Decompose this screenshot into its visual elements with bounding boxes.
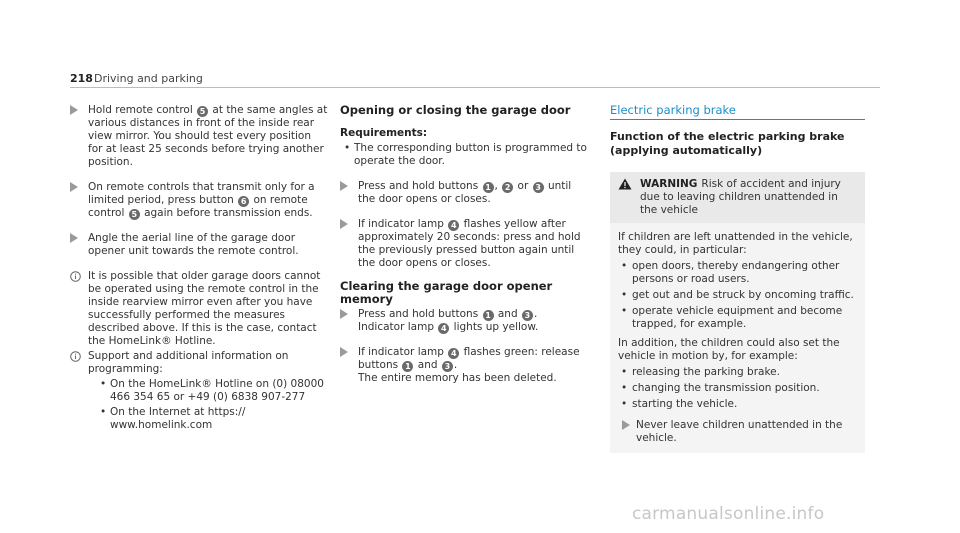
warning-step — [618, 419, 857, 445]
arrow-right-icon — [70, 182, 78, 192]
warning-text: Risk of accident and injury due to leaving children unattended in the vehicle — [640, 178, 841, 216]
step-text-part: flashes yellow after approximately 20 seconds: press and hold the previously pressed button again until the door opens or closes. — [358, 218, 581, 269]
arrow-right-icon — [340, 309, 348, 319]
step-item — [70, 232, 328, 258]
function-title: Function of the electric parking brake (applying automatically) — [610, 130, 845, 157]
warning-intro-2: In addition, the children could also set the vehicle in motion by, for example: — [618, 337, 840, 362]
list-item: • open doors, thereby endangering other persons or road users. — [618, 260, 857, 286]
info-note — [70, 270, 328, 348]
step-text-part: , — [494, 180, 502, 192]
step-text — [358, 180, 571, 205]
step-item — [340, 180, 590, 206]
requirements-heading: Requirements: — [340, 127, 428, 139]
requirement-item: • The corresponding button is programmed to operate the door. — [340, 142, 590, 168]
number-badge: 3 — [533, 182, 544, 193]
list-item: • starting the vehicle. — [618, 398, 857, 411]
number-badge: 5 — [197, 106, 208, 117]
arrow-right-icon — [340, 347, 348, 357]
number-badge: 4 — [448, 220, 459, 231]
step-text-part: If indicator lamp — [358, 218, 448, 230]
step-text-part: On remote controls that transmit only for a limited period, press button — [88, 181, 315, 206]
arrow-right-icon — [622, 420, 630, 434]
steps-list — [340, 180, 590, 270]
step-text — [88, 181, 315, 219]
column-left — [70, 104, 328, 434]
step-item — [340, 218, 590, 270]
number-badge: 3 — [522, 310, 533, 321]
list-item: • changing the transmission position. — [618, 382, 857, 395]
warning-box — [610, 172, 865, 453]
step-text-part: The entire memory has been deleted. — [358, 372, 557, 384]
step-text — [88, 232, 299, 257]
step-text — [358, 308, 538, 333]
step-text-part: at the same angles at various distances in front of the inside rear view mirror. You should test every position for at least 25 seconds before trying another position. — [88, 104, 328, 168]
info-icon — [70, 271, 81, 282]
number-badge: 3 — [442, 361, 453, 372]
warning-intro: If children are left unattended in the vehicle, they could, in particular: — [618, 231, 853, 256]
step-text-part: Angle the aerial line of the garage door opener unit towards the remote control. — [88, 232, 299, 257]
warning-body — [610, 223, 865, 453]
list-item: • On the Internet at https:// www.homelink.com — [100, 406, 328, 432]
step-text-part: Indicator lamp — [358, 321, 438, 333]
warning-header — [610, 172, 865, 223]
step-text-part: and — [494, 308, 521, 320]
step-item — [340, 346, 590, 385]
step-item — [340, 308, 590, 334]
arrow-right-icon — [340, 181, 348, 191]
number-badge: 1 — [483, 182, 494, 193]
step-text-part: lights up yellow. — [450, 321, 539, 333]
section-heading: Opening or closing the garage door — [340, 103, 571, 117]
header-divider — [70, 87, 880, 88]
info-icon — [70, 351, 81, 362]
section-divider — [610, 119, 865, 120]
section-heading: Clearing the garage door opener memory — [340, 279, 553, 306]
list-item: • operate vehicle equipment and become trapped, for example. — [618, 305, 857, 331]
step-text — [358, 218, 581, 269]
step-text-part: Press and hold buttons — [358, 308, 482, 320]
column-middle — [340, 104, 590, 397]
step-text-part: again before transmission ends. — [140, 207, 313, 219]
number-badge: 2 — [502, 182, 513, 193]
info-note-text: It is possible that older garage doors cannot be operated using the remote control in the inside rearview mirror even after you have successfully performed the measures described above. If this is the case, contact the HomeLink® Hotline. — [88, 270, 321, 347]
step-text-part: on remote control — [88, 194, 308, 219]
arrow-right-icon — [70, 105, 78, 115]
page-number: 218 — [70, 72, 93, 85]
info-note-text: Support and additional information on programming: — [88, 350, 289, 375]
list-item: • On the HomeLink® Hotline on (0) 08000 466 354 65 or +49 (0) 6838 907-277 — [100, 378, 328, 404]
step-text-part: Press and hold buttons — [358, 180, 482, 192]
list-item: • get out and be struck by oncoming traffic. — [618, 289, 857, 302]
info-note-support — [70, 350, 328, 432]
number-badge: 4 — [438, 323, 449, 334]
steps-list — [340, 308, 590, 385]
section-title: Electric parking brake — [610, 103, 736, 117]
steps-list — [70, 104, 328, 258]
step-text-part: . — [453, 359, 458, 371]
step-text-part: Hold remote control — [88, 104, 197, 116]
number-badge: 4 — [448, 348, 459, 359]
support-list — [88, 378, 328, 432]
step-text-part: If indicator lamp — [358, 346, 448, 358]
number-badge: 1 — [402, 361, 413, 372]
step-text — [88, 104, 327, 168]
arrow-right-icon — [340, 219, 348, 229]
step-text-part: until the door opens or closes. — [358, 180, 572, 205]
watermark: carmanualsonline.info — [632, 504, 825, 524]
page-header — [0, 72, 960, 86]
warning-label: WARNING — [640, 178, 698, 190]
step-item — [70, 104, 328, 169]
step-text-part: or — [514, 180, 532, 192]
step-text — [358, 346, 580, 384]
column-right — [610, 104, 865, 453]
step-text-part: and — [414, 359, 441, 371]
list-item: • releasing the parking brake. — [618, 366, 857, 379]
number-badge: 5 — [129, 209, 140, 220]
warning-step-text: Never leave children unattended in the vehicle. — [636, 419, 843, 444]
step-item — [70, 181, 328, 220]
arrow-right-icon — [70, 233, 78, 243]
warning-triangle-icon — [618, 178, 632, 190]
number-badge: 1 — [483, 310, 494, 321]
number-badge: 6 — [238, 196, 249, 207]
step-text-part: flashes green: release buttons — [358, 346, 580, 371]
page-section-title: Driving and parking — [94, 72, 203, 85]
step-text-part: . — [533, 308, 538, 320]
